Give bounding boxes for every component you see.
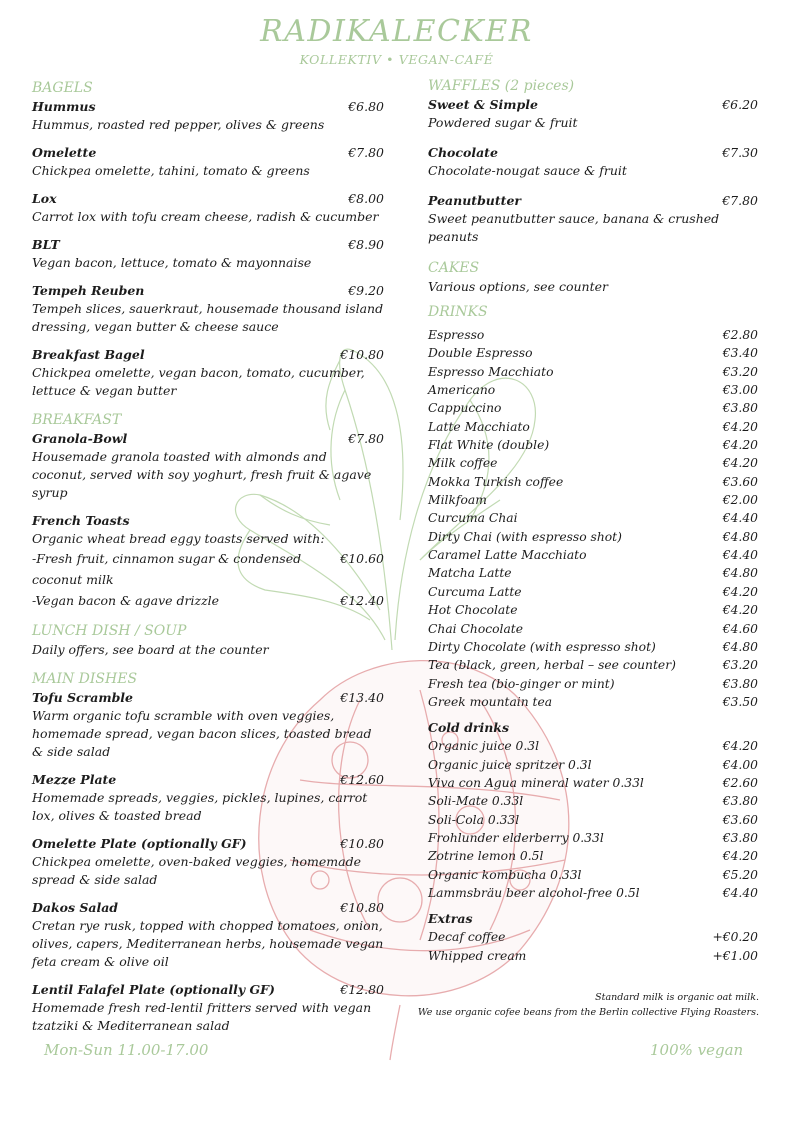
drink-price: €2.60 (722, 775, 758, 790)
drink-row (428, 656, 758, 674)
drink-row (428, 381, 758, 399)
section-heading-drinks: DRINKS (428, 304, 488, 320)
item-name: Omelette (32, 145, 97, 160)
item-price: €7.80 (348, 431, 384, 446)
milk-note: Standard milk is organic oat milk. (595, 992, 759, 1003)
menu-item (32, 835, 384, 889)
drink-price: €3.50 (722, 694, 758, 709)
drink-row (428, 399, 758, 417)
section-heading-bagels: BAGELS (32, 80, 93, 96)
drink-name: Lammsbräu beer alcohol-free 0.5l (428, 885, 640, 900)
item-description: Vegan bacon, lettuce, tomato & mayonnaise (32, 255, 312, 270)
drink-name: Organic juice 0.3l (428, 739, 540, 754)
drink-row (428, 774, 758, 792)
drink-row (428, 638, 758, 656)
drink-name: Organic kombucha 0.33l (428, 867, 582, 882)
drink-name: Mokka Turkish coffee (428, 474, 564, 489)
menu-item (32, 236, 384, 272)
drink-price: €4.00 (722, 757, 758, 772)
drink-name: Decaf coffee (428, 930, 506, 945)
item-description: Hummus, roasted red pepper, olives & greens (32, 117, 325, 132)
drink-name: Chai Chocolate (428, 621, 524, 636)
drink-price: €3.60 (722, 812, 758, 827)
drink-row (428, 675, 758, 693)
drink-price: €4.20 (722, 584, 758, 599)
item-price: €10.80 (340, 836, 384, 851)
drink-price: €3.40 (722, 346, 758, 361)
drink-row (428, 847, 758, 865)
drink-row (428, 436, 758, 454)
extras-list (428, 928, 758, 965)
section-heading-waffles: WAFFLES (2 pieces) (428, 78, 575, 94)
drink-price: €5.20 (722, 867, 758, 882)
drink-row (428, 564, 758, 582)
item-description: Chickpea omelette, tahini, tomato & greens (32, 163, 310, 178)
drink-price: €4.20 (722, 419, 758, 434)
item-description: Housemade granola toasted with almonds and coconut, served with soy yoghurt, fresh fruit & agave syrup (32, 449, 372, 500)
drink-row (428, 947, 758, 965)
drink-row (428, 693, 758, 711)
drink-price: €3.00 (722, 383, 758, 398)
item-price: €7.80 (722, 193, 758, 208)
item-name: Tempeh Reuben (32, 283, 145, 298)
drink-row (428, 792, 758, 810)
cafe-subtitle: KOLLEKTIV • VEGAN-CAFÉ (299, 52, 494, 67)
drink-name: Soli-Mate 0.33l (428, 794, 524, 809)
item-price: €13.40 (340, 690, 384, 705)
section-heading-breakfast: BREAKFAST (32, 412, 122, 428)
item-name: Omelette Plate (optionally GF) (32, 836, 247, 851)
option-row (32, 590, 384, 611)
item-name: Dakos Salad (32, 900, 119, 915)
item-price: €10.80 (340, 900, 384, 915)
drink-name: Curcuma Chai (428, 511, 518, 526)
cafe-title: RADIKALECKER (260, 14, 533, 49)
drink-name: Organic juice spritzer 0.3l (428, 757, 592, 772)
item-description: Chocolate-nougat sauce & fruit (428, 163, 627, 178)
menu-item (32, 346, 384, 400)
section-heading-lunch: LUNCH DISH / SOUP (32, 623, 187, 639)
option-price: €12.40 (340, 593, 384, 608)
vegan-badge: 100% vegan (650, 1041, 744, 1059)
drink-price: €3.20 (722, 658, 758, 673)
drink-name: Espresso Macchiato (428, 364, 554, 379)
item-price: €8.90 (348, 237, 384, 252)
item-name: Granola-Bowl (32, 431, 128, 446)
menu-item (32, 512, 384, 611)
drink-name: Whipped cream (428, 948, 527, 963)
drink-row (428, 509, 758, 527)
menu-item (32, 899, 384, 971)
drink-row (428, 884, 758, 902)
drink-price: €3.80 (722, 401, 758, 416)
item-description: Powdered sugar & fruit (428, 115, 578, 130)
item-description: Tempeh slices, sauerkraut, housemade thousand island dressing, vegan butter & cheese sauce (32, 301, 384, 334)
drink-name: Hot Chocolate (428, 603, 518, 618)
menu-item (32, 981, 384, 1035)
menu-item (32, 689, 384, 761)
drink-price: €3.60 (722, 474, 758, 489)
cold-drinks-list (428, 737, 758, 902)
drink-price: €4.60 (722, 621, 758, 636)
drink-price: €4.20 (722, 739, 758, 754)
drink-price: €3.20 (722, 364, 758, 379)
drink-price: €3.80 (722, 830, 758, 845)
item-description: Chickpea omelette, vegan bacon, tomato, cucumber, lettuce & vegan butter (32, 365, 365, 398)
drink-row (428, 344, 758, 362)
menu-item (32, 282, 384, 336)
drink-name: Viva con Agua mineral water 0.33l (428, 775, 644, 790)
item-description: Daily offers, see board at the counter (32, 642, 269, 657)
drink-row (428, 528, 758, 546)
drink-row (428, 928, 758, 946)
item-description: Cretan rye rusk, topped with chopped tomatoes, onion, olives, capers, Mediterranean herbs, housemade vegan feta cream & olive oil (32, 918, 384, 969)
menu-item (428, 96, 758, 132)
menu-item (428, 144, 758, 180)
drink-row (428, 866, 758, 884)
menu-item (428, 192, 758, 246)
drink-name: Tea (black, green, herbal – see counter) (428, 658, 676, 673)
drink-name: Soli-Cola 0.33l (428, 812, 520, 827)
drink-row (428, 620, 758, 638)
drink-row (428, 811, 758, 829)
drink-name: Frohlunder elderberry 0.33l (428, 830, 604, 845)
item-description: Sweet peanutbutter sauce, banana & crushed peanuts (428, 211, 720, 244)
left-column (32, 78, 384, 1045)
item-price: €6.20 (722, 97, 758, 112)
item-description: Various options, see counter (428, 279, 608, 294)
coffee-note: We use organic cofee beans from the Berlin collective Flying Roasters. (417, 1007, 759, 1018)
drink-name: Americano (428, 383, 496, 398)
drink-name: Milk coffee (428, 456, 498, 471)
drink-price: €2.80 (722, 328, 758, 342)
section-heading-main-dishes: MAIN DISHES (32, 671, 138, 687)
drink-name: Espresso (428, 328, 485, 342)
drink-row (428, 756, 758, 774)
item-description: Carrot lox with tofu cream cheese, radish & cucumber (32, 209, 379, 224)
item-price: €7.30 (722, 145, 758, 160)
drink-price: €3.80 (722, 794, 758, 809)
item-price: €10.80 (340, 347, 384, 362)
drink-row (428, 473, 758, 491)
menu-item (32, 144, 384, 180)
item-name: Breakfast Bagel (32, 347, 145, 362)
item-description: Organic wheat bread eggy toasts served with: (32, 531, 325, 546)
drink-name: Double Espresso (428, 346, 533, 361)
item-price: €12.60 (340, 772, 384, 787)
item-description: Homemade fresh red-lentil fritters served with vegan tzatziki & Mediterranean salad (32, 1000, 372, 1033)
item-name: Tofu Scramble (32, 690, 134, 705)
drink-name: Flat White (double) (428, 438, 550, 453)
cold-drinks-heading: Cold drinks (428, 720, 509, 736)
drink-row (428, 546, 758, 564)
drink-name: Cappuccino (428, 401, 502, 416)
drink-name: Milkfoam (428, 493, 487, 508)
drink-row (428, 418, 758, 436)
item-name: Hummus (32, 99, 96, 114)
drink-price: €4.20 (722, 849, 758, 864)
drink-price: €4.40 (722, 511, 758, 526)
drink-price: €4.80 (722, 566, 758, 581)
drink-row (428, 601, 758, 619)
drink-price: €4.20 (722, 603, 758, 618)
item-name: Mezze Plate (32, 772, 117, 787)
drink-price: €4.20 (722, 456, 758, 471)
drink-row (428, 829, 758, 847)
item-description: Warm organic tofu scramble with oven veggies, homemade spread, vegan bacon slices, toasted bread & side salad (32, 708, 372, 759)
drink-price: €4.20 (722, 438, 758, 453)
menu-item (32, 771, 384, 825)
menu-item (32, 98, 384, 134)
drink-name: Zotrine lemon 0.5l (428, 849, 544, 864)
extras-heading: Extras (428, 911, 473, 927)
option-price: €10.60 (340, 551, 384, 566)
drink-price: €4.80 (722, 529, 758, 544)
drink-name: Matcha Latte (428, 566, 512, 581)
item-price: €12.80 (340, 982, 384, 997)
drink-price: €2.00 (722, 493, 758, 508)
drink-row (428, 583, 758, 601)
menu-item (32, 190, 384, 226)
item-name: Sweet & Simple (428, 97, 538, 112)
drink-name: Greek mountain tea (428, 694, 553, 709)
item-name: Peanutbutter (428, 193, 521, 208)
item-name: French Toasts (32, 513, 130, 528)
menu-item (32, 430, 384, 502)
item-price: €7.80 (348, 145, 384, 160)
item-description: Homemade spreads, veggies, pickles, lupines, carrot lox, olives & toasted bread (32, 790, 368, 823)
item-name: Chocolate (428, 145, 498, 160)
item-name: BLT (32, 237, 60, 252)
item-price: €8.00 (348, 191, 384, 206)
section-heading-cakes: CAKES (428, 260, 480, 276)
right-column (428, 76, 758, 965)
drink-price: €4.80 (722, 639, 758, 654)
drink-row (428, 737, 758, 755)
item-price: €9.20 (348, 283, 384, 298)
drink-name: Dirty Chocolate (with espresso shot) (428, 639, 656, 654)
item-price: €6.80 (348, 99, 384, 114)
drink-name: Curcuma Latte (428, 584, 522, 599)
option-row (32, 548, 384, 590)
drink-row (428, 454, 758, 472)
drink-price: €3.80 (722, 676, 758, 691)
drink-price: +€1.00 (712, 948, 758, 963)
drink-price: +€0.20 (712, 930, 758, 945)
drink-row (428, 326, 758, 344)
drink-price: €4.40 (722, 885, 758, 900)
drink-row (428, 363, 758, 381)
item-name: Lox (32, 191, 57, 206)
item-description: Chickpea omelette, oven-baked veggies, homemade spread & side salad (32, 854, 361, 887)
option-label: -Fresh fruit, cinnamon sugar & condensed coconut milk (32, 551, 302, 587)
item-name: Lentil Falafel Plate (optionally GF) (32, 982, 275, 997)
hot-drinks-list (428, 326, 758, 711)
menu-item (32, 641, 384, 659)
drink-name: Caramel Latte Macchiato (428, 548, 587, 563)
drink-name: Fresh tea (bio-ginger or mint) (428, 676, 615, 691)
option-label: -Vegan bacon & agave drizzle (32, 593, 220, 608)
drink-name: Latte Macchiato (428, 419, 530, 434)
drink-price: €4.40 (722, 548, 758, 563)
opening-hours: Mon-Sun 11.00-17.00 (44, 1041, 209, 1059)
drink-name: Dirty Chai (with espresso shot) (428, 529, 622, 544)
drink-row (428, 491, 758, 509)
menu-item (428, 278, 758, 296)
